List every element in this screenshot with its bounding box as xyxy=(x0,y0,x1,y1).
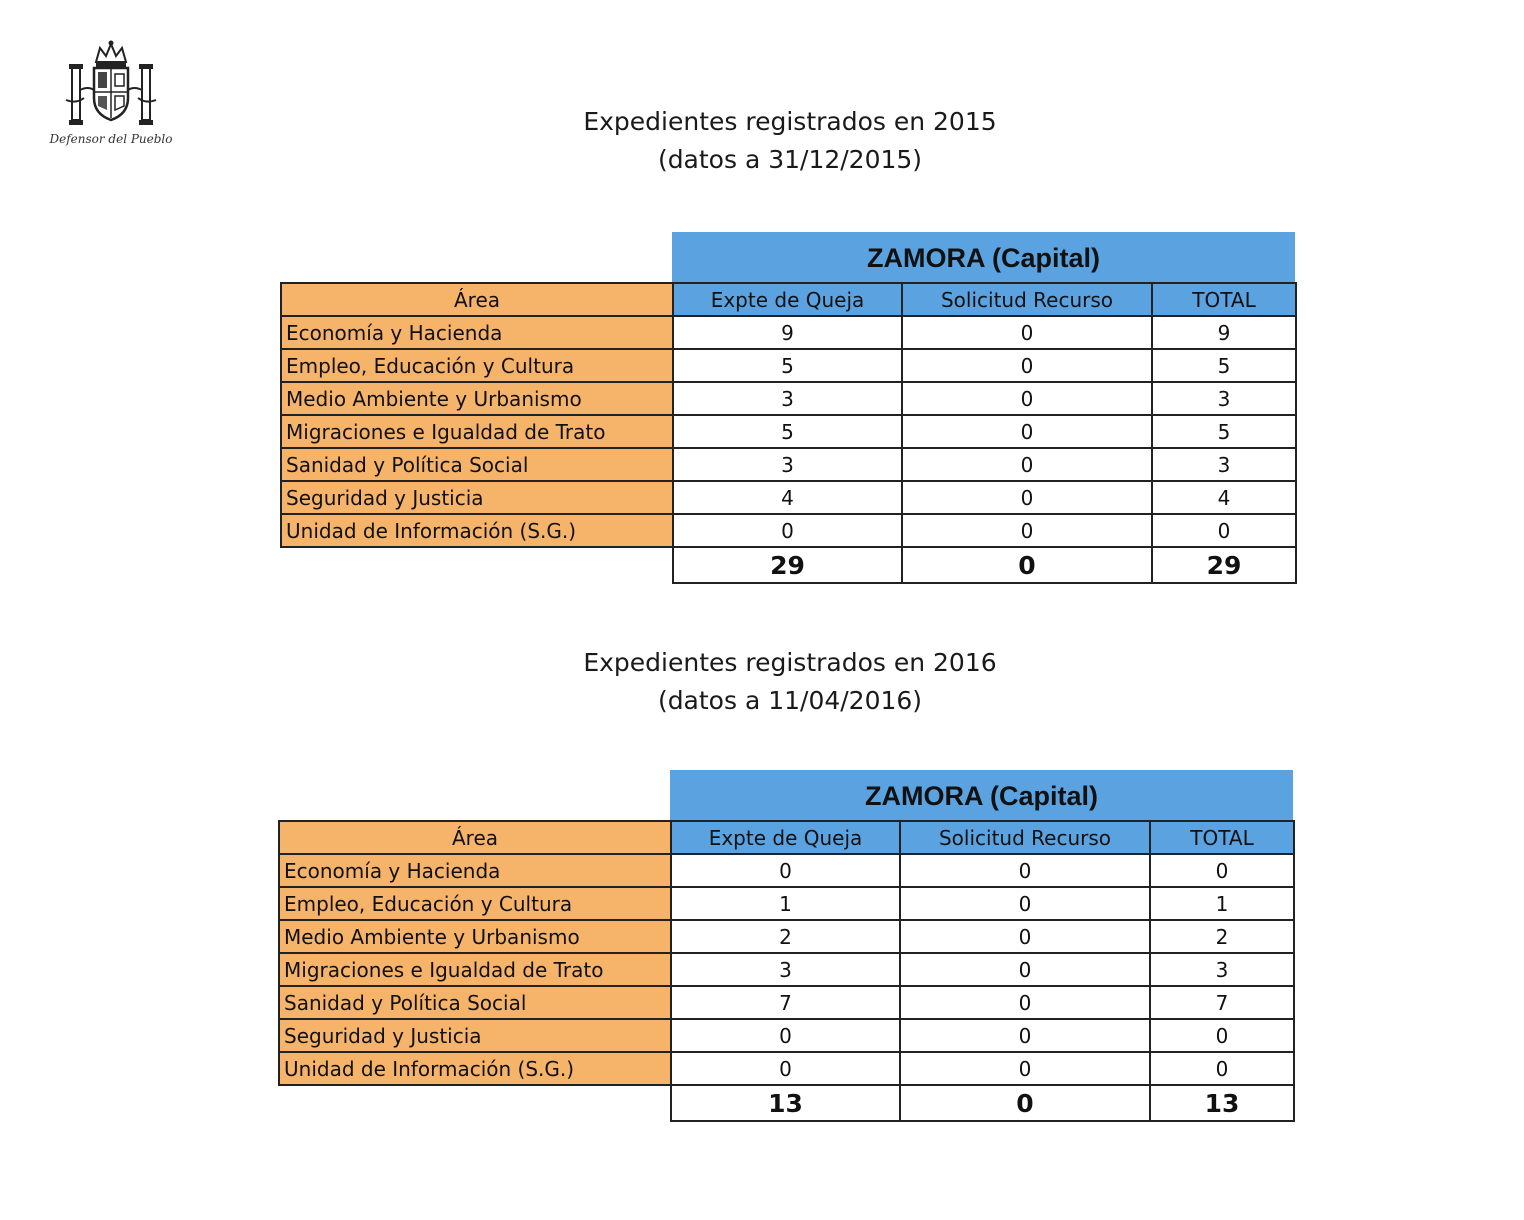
total-cell: 0 xyxy=(1150,1052,1294,1085)
data-table xyxy=(278,820,1295,1122)
data-table xyxy=(280,282,1297,584)
recurso-cell: 0 xyxy=(902,349,1152,382)
table-row xyxy=(279,854,1294,887)
total-queja-cell: 29 xyxy=(673,547,902,583)
report-table-2016 xyxy=(0,770,1524,1130)
area-cell: Unidad de Información (S.G.) xyxy=(279,1052,671,1085)
table-row xyxy=(281,382,1296,415)
total-cell: 0 xyxy=(1150,854,1294,887)
queja-cell: 5 xyxy=(673,349,902,382)
total-cell: 2 xyxy=(1150,920,1294,953)
total-cell: 3 xyxy=(1152,382,1296,415)
queja-cell: 2 xyxy=(671,920,900,953)
total-cell: 3 xyxy=(1152,448,1296,481)
column-header-queja: Expte de Queja xyxy=(671,821,900,854)
total-cell: 0 xyxy=(1150,1019,1294,1052)
area-cell: Sanidad y Política Social xyxy=(281,448,673,481)
recurso-cell: 0 xyxy=(902,514,1152,547)
institution-logo xyxy=(36,40,186,155)
logo-caption: Defensor del Pueblo xyxy=(49,132,173,146)
region-header: ZAMORA (Capital) xyxy=(670,770,1293,822)
recurso-cell: 0 xyxy=(900,854,1150,887)
totals-spacer xyxy=(279,1085,671,1121)
coat-of-arms-icon xyxy=(64,40,158,132)
area-cell: Empleo, Educación y Cultura xyxy=(279,887,671,920)
recurso-cell: 0 xyxy=(902,481,1152,514)
area-cell: Seguridad y Justicia xyxy=(279,1019,671,1052)
table-row xyxy=(279,1052,1294,1085)
table-row xyxy=(281,481,1296,514)
queja-cell: 9 xyxy=(673,316,902,349)
queja-cell: 1 xyxy=(671,887,900,920)
recurso-cell: 0 xyxy=(902,415,1152,448)
total-cell: 7 xyxy=(1150,986,1294,1019)
queja-cell: 3 xyxy=(673,448,902,481)
area-cell: Migraciones e Igualdad de Trato xyxy=(281,415,673,448)
recurso-cell: 0 xyxy=(900,986,1150,1019)
area-cell: Economía y Hacienda xyxy=(281,316,673,349)
table-header-row xyxy=(279,821,1294,854)
area-cell: Medio Ambiente y Urbanismo xyxy=(281,382,673,415)
area-cell: Migraciones e Igualdad de Trato xyxy=(279,953,671,986)
column-header-total: TOTAL xyxy=(1152,283,1296,316)
queja-cell: 4 xyxy=(673,481,902,514)
column-header-total: TOTAL xyxy=(1150,821,1294,854)
column-header-recurso: Solicitud Recurso xyxy=(902,283,1152,316)
recurso-cell: 0 xyxy=(900,920,1150,953)
recurso-cell: 0 xyxy=(900,1019,1150,1052)
queja-cell: 7 xyxy=(671,986,900,1019)
queja-cell: 5 xyxy=(673,415,902,448)
total-cell: 9 xyxy=(1152,316,1296,349)
recurso-cell: 0 xyxy=(902,382,1152,415)
queja-cell: 3 xyxy=(671,953,900,986)
total-cell: 1 xyxy=(1150,887,1294,920)
table-header-row xyxy=(281,283,1296,316)
area-cell: Seguridad y Justicia xyxy=(281,481,673,514)
totals-row xyxy=(281,547,1296,583)
table-row xyxy=(281,349,1296,382)
total-cell: 3 xyxy=(1150,953,1294,986)
report-date: (datos a 31/12/2015) xyxy=(657,145,923,174)
grand-total-cell: 13 xyxy=(1150,1085,1294,1121)
queja-cell: 0 xyxy=(671,1052,900,1085)
total-cell: 4 xyxy=(1152,481,1296,514)
region-header: ZAMORA (Capital) xyxy=(672,232,1295,284)
report-table-2015 xyxy=(0,232,1524,592)
report-heading-2016 xyxy=(440,644,1140,720)
queja-cell: 3 xyxy=(673,382,902,415)
total-recurso-cell: 0 xyxy=(902,547,1152,583)
area-cell: Unidad de Información (S.G.) xyxy=(281,514,673,547)
totals-spacer xyxy=(281,547,673,583)
report-date: (datos a 11/04/2016) xyxy=(657,686,923,715)
table-row xyxy=(279,953,1294,986)
table-row xyxy=(279,920,1294,953)
recurso-cell: 0 xyxy=(902,316,1152,349)
column-header-recurso: Solicitud Recurso xyxy=(900,821,1150,854)
table-row xyxy=(281,316,1296,349)
report-title: Expedientes registrados en 2015 xyxy=(583,107,997,136)
table-row xyxy=(279,1019,1294,1052)
table-row xyxy=(281,514,1296,547)
totals-row xyxy=(279,1085,1294,1121)
area-cell: Economía y Hacienda xyxy=(279,854,671,887)
table-row xyxy=(279,986,1294,1019)
report-title: Expedientes registrados en 2016 xyxy=(583,648,997,677)
total-recurso-cell: 0 xyxy=(900,1085,1150,1121)
table-row xyxy=(279,887,1294,920)
column-header-area: Área xyxy=(279,821,671,854)
recurso-cell: 0 xyxy=(900,887,1150,920)
recurso-cell: 0 xyxy=(902,448,1152,481)
area-cell: Empleo, Educación y Cultura xyxy=(281,349,673,382)
queja-cell: 0 xyxy=(673,514,902,547)
total-cell: 5 xyxy=(1152,415,1296,448)
area-cell: Sanidad y Política Social xyxy=(279,986,671,1019)
total-cell: 5 xyxy=(1152,349,1296,382)
table-row xyxy=(281,448,1296,481)
queja-cell: 0 xyxy=(671,854,900,887)
table-row xyxy=(281,415,1296,448)
report-heading-2015 xyxy=(440,103,1140,179)
queja-cell: 0 xyxy=(671,1019,900,1052)
column-header-area: Área xyxy=(281,283,673,316)
column-header-queja: Expte de Queja xyxy=(673,283,902,316)
recurso-cell: 0 xyxy=(900,1052,1150,1085)
recurso-cell: 0 xyxy=(900,953,1150,986)
area-cell: Medio Ambiente y Urbanismo xyxy=(279,920,671,953)
total-queja-cell: 13 xyxy=(671,1085,900,1121)
grand-total-cell: 29 xyxy=(1152,547,1296,583)
total-cell: 0 xyxy=(1152,514,1296,547)
